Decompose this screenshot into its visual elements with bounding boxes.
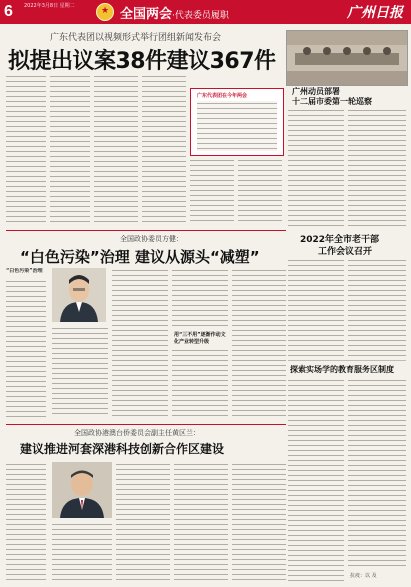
header-bar (0, 0, 411, 24)
sidebar-headline-2: 十二届市委第一轮巡察 (292, 97, 372, 106)
sidebar-col-3 (288, 258, 344, 356)
sidebar-headline-1: 广州动员部署 (292, 87, 340, 96)
portrait-fang (52, 268, 106, 322)
sidebar-col-2 (348, 108, 406, 228)
sidebar-story3-headline: 探索实场学的教育服务区制度 (290, 365, 394, 374)
main-col-4 (142, 74, 186, 224)
date-line: 2022年3月8日 星期二 (24, 3, 75, 9)
sidebar-photo (286, 30, 408, 86)
summary-box (190, 88, 284, 156)
main-col-1 (6, 74, 46, 224)
portrait-huang (52, 462, 112, 518)
divider (6, 230, 286, 231)
plastic-kicker: 全国政协委员方健： (120, 235, 183, 243)
tech-pullquote (6, 462, 46, 582)
plastic-pullquote: “白色污染”治理 (6, 268, 46, 418)
main-kicker: 广东代表团以视频形式举行团组新闻发布会 (50, 33, 222, 43)
main-headline: 拟提出议案38件建议367件 (8, 49, 276, 74)
meeting-title-2: 工作会议召开 (318, 247, 373, 257)
plastic-col-3 (172, 268, 228, 328)
tech-col-3 (174, 462, 228, 582)
main-col-2 (50, 74, 90, 224)
section-subtitle: ·代表委员履职 (172, 11, 229, 21)
main-col-6 (238, 158, 282, 224)
tech-headline: 建议推进河套深港科技创新合作区建设 (20, 442, 225, 456)
section-title: 全国两会·代表委员履职 (120, 7, 229, 22)
meeting-title-1: 2022年全市老干部 (300, 235, 380, 245)
sidebar-bottom-note: 抗疫：以 及 (350, 573, 377, 579)
plastic-col-4 (172, 348, 228, 418)
summary-box-title: 广东代表团在今年两会 (197, 93, 248, 99)
tech-col-2 (116, 462, 170, 582)
sidebar-col-5 (288, 378, 344, 583)
page-number: 6 (4, 3, 13, 20)
sidebar-col-6 (348, 378, 406, 568)
plastic-subhead: 用“三不用”逐渐作动文化产业转型升级 (174, 332, 226, 345)
main-col-3 (94, 74, 138, 224)
main-col-5 (190, 158, 234, 224)
sidebar-col-4 (348, 258, 406, 356)
tech-col-1 (52, 522, 112, 582)
plastic-headline: “白色污染”治理 建议从源头“减塑” (20, 248, 260, 266)
emblem-icon: ★ (96, 3, 114, 21)
tech-col-4 (232, 462, 286, 582)
plastic-col-2 (112, 268, 168, 418)
plastic-col-5 (232, 268, 286, 418)
masthead: 广州日报 (347, 5, 403, 21)
plastic-col-1 (52, 326, 108, 416)
sidebar-divider (288, 360, 406, 361)
divider-2 (6, 424, 286, 425)
sidebar-col-1 (288, 108, 344, 228)
tech-kicker: 全国政协港澳台侨委员会副主任黄区兰： (74, 429, 200, 437)
